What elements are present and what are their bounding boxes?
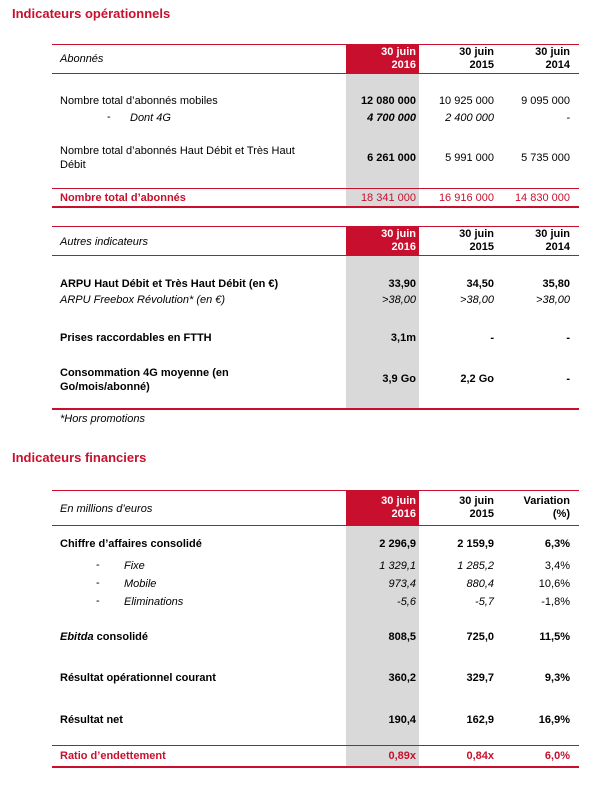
cell-value: 6,0%	[544, 750, 570, 762]
row-label-fixe: Fixe	[124, 560, 145, 572]
cell-value: 5 991 000	[445, 152, 494, 164]
cell-value: 34,50	[466, 278, 494, 290]
cell-value: -5,6	[397, 596, 416, 608]
col-header-2015: 30 juin 2015	[459, 495, 494, 520]
cell-value: 880,4	[466, 578, 494, 590]
row-label-total-subscribers: Nombre total d’abonnés	[60, 192, 186, 204]
cell-value: 808,5	[388, 631, 416, 643]
cell-value: 10,6%	[538, 578, 570, 590]
table-total-rule	[52, 745, 579, 746]
bullet-dash: -	[96, 595, 100, 607]
cell-value: 6 261 000	[367, 152, 416, 164]
table-header-label: Abonnés	[60, 53, 104, 65]
row-label-operating-income: Résultat opérationnel courant	[60, 672, 216, 684]
cell-value: 3,1m	[390, 332, 416, 344]
section-title-operational: Indicateurs opérationnels	[12, 6, 171, 21]
cell-value: 16,9%	[538, 714, 570, 726]
cell-value: -1,8%	[541, 596, 570, 608]
row-label-4g-consumption: Consommation 4G moyenne (en Go/mois/abonné)	[60, 367, 229, 393]
cell-value: -	[566, 112, 570, 124]
cell-value: 2 296,9	[379, 538, 416, 550]
bullet-dash: -	[107, 111, 111, 123]
cell-value: 33,90	[388, 278, 416, 290]
cell-value: 2 159,9	[457, 538, 494, 550]
row-label-ftth: Prises raccordables en FTTH	[60, 332, 212, 344]
cell-value: 35,80	[542, 278, 570, 290]
row-label-arpu-freebox: ARPU Freebox Révolution* (en €)	[60, 294, 226, 306]
col-header-2015: 30 juin 2015	[459, 228, 494, 253]
cell-value: 0,89x	[388, 750, 416, 762]
table-total-rule	[52, 188, 579, 189]
bullet-dash: -	[96, 577, 100, 589]
cell-value: 2 400 000	[445, 112, 494, 124]
col-header-2015: 30 juin 2015	[459, 46, 494, 71]
col-header-2014: 30 juin 2014	[535, 46, 570, 71]
row-label-revenue: Chiffre d’affaires consolidé	[60, 538, 202, 550]
cell-value: -	[566, 373, 570, 385]
table-header-label: En millions d’euros	[60, 503, 153, 515]
cell-value: 12 080 000	[360, 95, 416, 107]
row-label-broadband-subscribers: Nombre total d’abonnés Haut Débit et Très Haut Débit	[60, 145, 295, 171]
row-label-net-income: Résultat net	[60, 714, 123, 726]
cell-value: 190,4	[388, 714, 416, 726]
table-header-label: Autres indicateurs	[60, 236, 149, 248]
cell-value: >38,00	[536, 294, 570, 306]
table-top-rule	[52, 226, 579, 227]
cell-value: 162,9	[466, 714, 494, 726]
table-header-rule	[52, 73, 579, 74]
cell-value: 360,2	[388, 672, 416, 684]
table-bottom-rule	[52, 408, 579, 410]
cell-value: 3,4%	[544, 560, 570, 572]
bullet-dash: -	[96, 559, 100, 571]
cell-value: 725,0	[466, 631, 494, 643]
table-top-rule	[52, 490, 579, 491]
cell-value: 14 830 000	[514, 192, 570, 204]
table-bottom-rule	[52, 766, 579, 768]
table-bottom-rule	[52, 206, 579, 208]
row-label-debt-ratio: Ratio d’endettement	[60, 750, 166, 762]
cell-value: 0,84x	[466, 750, 494, 762]
col-header-2016: 30 juin 2016	[381, 228, 416, 253]
row-label-arpu: ARPU Haut Débit et Très Haut Débit (en €)	[60, 278, 279, 290]
row-label-ebitda: Ebitda consolidé	[60, 631, 149, 643]
row-label-4g: Dont 4G	[130, 112, 171, 124]
table-top-rule	[52, 44, 579, 45]
table-header-rule	[52, 525, 579, 526]
cell-value: 5 735 000	[521, 152, 570, 164]
cell-value: 329,7	[466, 672, 494, 684]
cell-value: 2,2 Go	[460, 373, 494, 385]
row-label-mobile: Mobile	[124, 578, 157, 590]
cell-value: -	[490, 332, 494, 344]
cell-value: -	[566, 332, 570, 344]
cell-value: 4 700 000	[367, 112, 416, 124]
cell-value: 973,4	[388, 578, 416, 590]
cell-value: 3,9 Go	[382, 373, 416, 385]
cell-value: 6,3%	[544, 538, 570, 550]
col-header-2016: 30 juin 2016	[381, 495, 416, 520]
cell-value: 1 329,1	[379, 560, 416, 572]
cell-value: 9 095 000	[521, 95, 570, 107]
footnote: *Hors promotions	[60, 413, 145, 425]
col-header-2016: 30 juin 2016	[381, 46, 416, 71]
cell-value: -5,7	[475, 596, 494, 608]
row-label-eliminations: Eliminations	[124, 596, 184, 608]
cell-value: 10 925 000	[438, 95, 494, 107]
col-header-variation: Variation (%)	[523, 495, 570, 520]
cell-value: 1 285,2	[457, 560, 494, 572]
cell-value: 18 341 000	[360, 192, 416, 204]
cell-value: >38,00	[460, 294, 494, 306]
cell-value: 16 916 000	[438, 192, 494, 204]
cell-value: 9,3%	[544, 672, 570, 684]
section-title-financial: Indicateurs financiers	[12, 450, 147, 465]
cell-value: >38,00	[382, 294, 416, 306]
cell-value: 11,5%	[539, 631, 570, 643]
table-header-rule	[52, 255, 579, 256]
row-label-mobile-subscribers: Nombre total d’abonnés mobiles	[60, 95, 218, 107]
col-header-2014: 30 juin 2014	[535, 228, 570, 253]
